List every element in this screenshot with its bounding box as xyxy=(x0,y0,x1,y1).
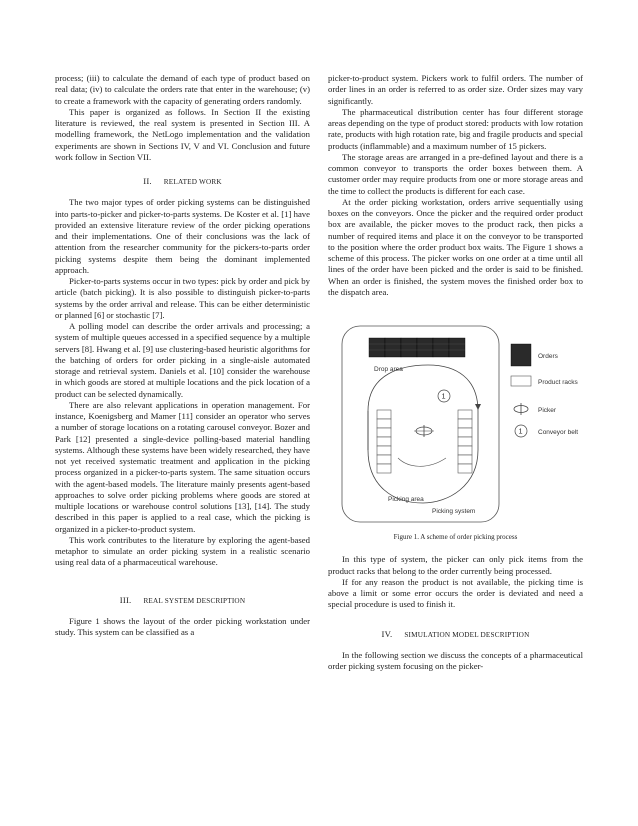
left-column xyxy=(55,73,310,638)
figure-1 xyxy=(328,318,583,530)
section-title: RELATED WORK xyxy=(163,178,222,186)
picker-path xyxy=(398,458,446,466)
section-heading xyxy=(328,629,583,641)
marker-1-label: 1 xyxy=(441,393,446,401)
right-product-racks xyxy=(458,410,472,473)
paragraph: Picker-to-parts systems occur in two types: pick by order and pick by article (batch picking). It is also possible to distinguish picker-to-parts systems by the order arrival and release. This can be either deterministic or planned [6] or stochastic [7]. xyxy=(55,276,310,320)
legend-orders-label: Orders xyxy=(538,353,558,360)
legend-product-racks-swatch xyxy=(511,376,531,386)
paragraph: If for any reason the product is not available, the picking time is above a limit or some error occurs the order is deviated and need a special procedure is used to finish it. xyxy=(328,576,583,610)
legend-orders-swatch xyxy=(511,344,531,366)
picking-area-label: Picking area xyxy=(388,496,424,503)
picking-system-label: Picking system xyxy=(432,508,476,515)
legend-conveyor-label: Conveyor belt xyxy=(538,429,579,436)
order-picking-diagram xyxy=(328,318,583,530)
left-product-racks xyxy=(377,410,391,473)
paragraph: Figure 1 shows the layout of the order picking workstation under study. This system can be classified as a xyxy=(55,615,310,637)
paragraph: process; (iii) to calculate the demand of each type of product based on real data; (iv) to calculate the orders rate that enter in the warehouse; (v) to create a framework with the capacity of generating orders randomly. xyxy=(55,73,310,106)
conveyor-arrow-head xyxy=(475,404,481,410)
legend-picker-swatch xyxy=(514,403,528,415)
paragraph: picker-to-product system. Pickers work to fulfil orders. The number of order lines in an order is referred to as order size. Order sizes may vary significantly. xyxy=(328,73,583,106)
section-heading xyxy=(55,595,310,607)
paragraph: A polling model can describe the order arrivals and processing; a system of multiple queues accessed in a specified sequence by a multiple servers [8]. Hwang et al. [9] use clustering-based heuristic algorithms for the batching of orders for order picking in a single-aisle automated storage and retrieval system. Daniels et al. [10] consider the warehouse in which goods are stored at multiple locations and the pick location of a product can be selected dynamically. xyxy=(55,321,310,399)
legend-picker-label: Picker xyxy=(538,407,557,414)
section-title: SIMULATION MODEL DESCRIPTION xyxy=(404,630,530,639)
paragraph: The pharmaceutical distribution center has four different storage areas depending on the type of product stored: products with low rotation rate, products with high rotation rate, big and fragile products and special products (inflammable) and a maximum number of 15 pickers. xyxy=(328,106,584,151)
right-column xyxy=(328,73,583,672)
section-number: II. xyxy=(143,176,152,186)
legend-product-racks-label: Product racks xyxy=(538,379,578,386)
section-number: III. xyxy=(119,594,132,605)
paragraph: The two major types of order picking systems can be distinguished into parts-to-picker and picker-to-parts systems. De Koster et al. [1] have provided an extensive literature review of the order picking operations and their implementations. One of their conclusions was the lack of attention from the researcher community for the pickers-to-parts order picking systems despite them being the dominant implemented approach. xyxy=(55,197,310,275)
picker-icon xyxy=(414,425,434,437)
section-number: IV. xyxy=(381,628,393,639)
paragraph: In the following section we discuss the concepts of a pharmaceutical order picking system focusing on the picker- xyxy=(328,649,583,671)
drop-area-orders xyxy=(369,338,465,357)
figure-caption: Figure 1. A scheme of order picking process xyxy=(393,533,518,541)
paragraph: There are also relevant applications in operation management. For instance, Koenigsberg and Mamer [11] consider an operator who serves a number of storage locations on a rotating carousel conveyor. Bozer and Park [12] presented a single-device polling-based material handling systems. Although these systems have been widely researched, they have not yet received systematic treatment and application in the picking process organized in a picker-to-parts system. The same situation occurs with the agent-based models. The literature mainly presents agent-based approaches to solve order picking problems where goods are stored at multiple locations or warehouse control solutions [13], [14]. The study described in this paper is applied to a real case, which the picking is organized in a picker-to-product system. xyxy=(55,399,310,534)
section-title: REAL SYSTEM DESCRIPTION xyxy=(143,596,246,605)
paragraph: The storage areas are arranged in a pre-defined layout and there is a common conveyor to transports the order boxes between them. A customer order may require products from one or more storage areas and the time to collect the products is different for each case. xyxy=(328,151,583,196)
paragraph: This work contributes to the literature by exploring the agent-based metaphor to simulate an order picking system in a realistic scenario using real data of a pharmaceutical warehouse. xyxy=(55,534,310,568)
section-heading xyxy=(55,176,310,188)
drop-area-label: Drop area xyxy=(374,366,403,373)
paragraph: In this type of system, the picker can only pick items from the product racks that belong to the order currently being processed. xyxy=(328,554,583,576)
legend-conveyor-number: 1 xyxy=(518,428,523,436)
legend xyxy=(511,344,578,437)
paragraph: At the order picking workstation, orders arrive sequentially using boxes on the conveyors. Once the picker and the required order product box are available, the picker moves to the product rack, then picks a number of required items and place it on the conveyor to be transported to the position where the order product box waits. The Figure 1 shows a scheme of this process. The picker works on one order at a time until all lines of the order have been picked and the order is said to be finished. When an order is finished, the system moves the finished order box to the dispatch area. xyxy=(328,196,583,297)
paragraph: This paper is organized as follows. In Section II the existing literature is reviewed, the real system is presented in Section III. A modelling framework, the NetLogo implementation and the validation experiments are shown in Sections IV, V and VI. Conclusion and future work follow in Section VII. xyxy=(55,106,310,162)
